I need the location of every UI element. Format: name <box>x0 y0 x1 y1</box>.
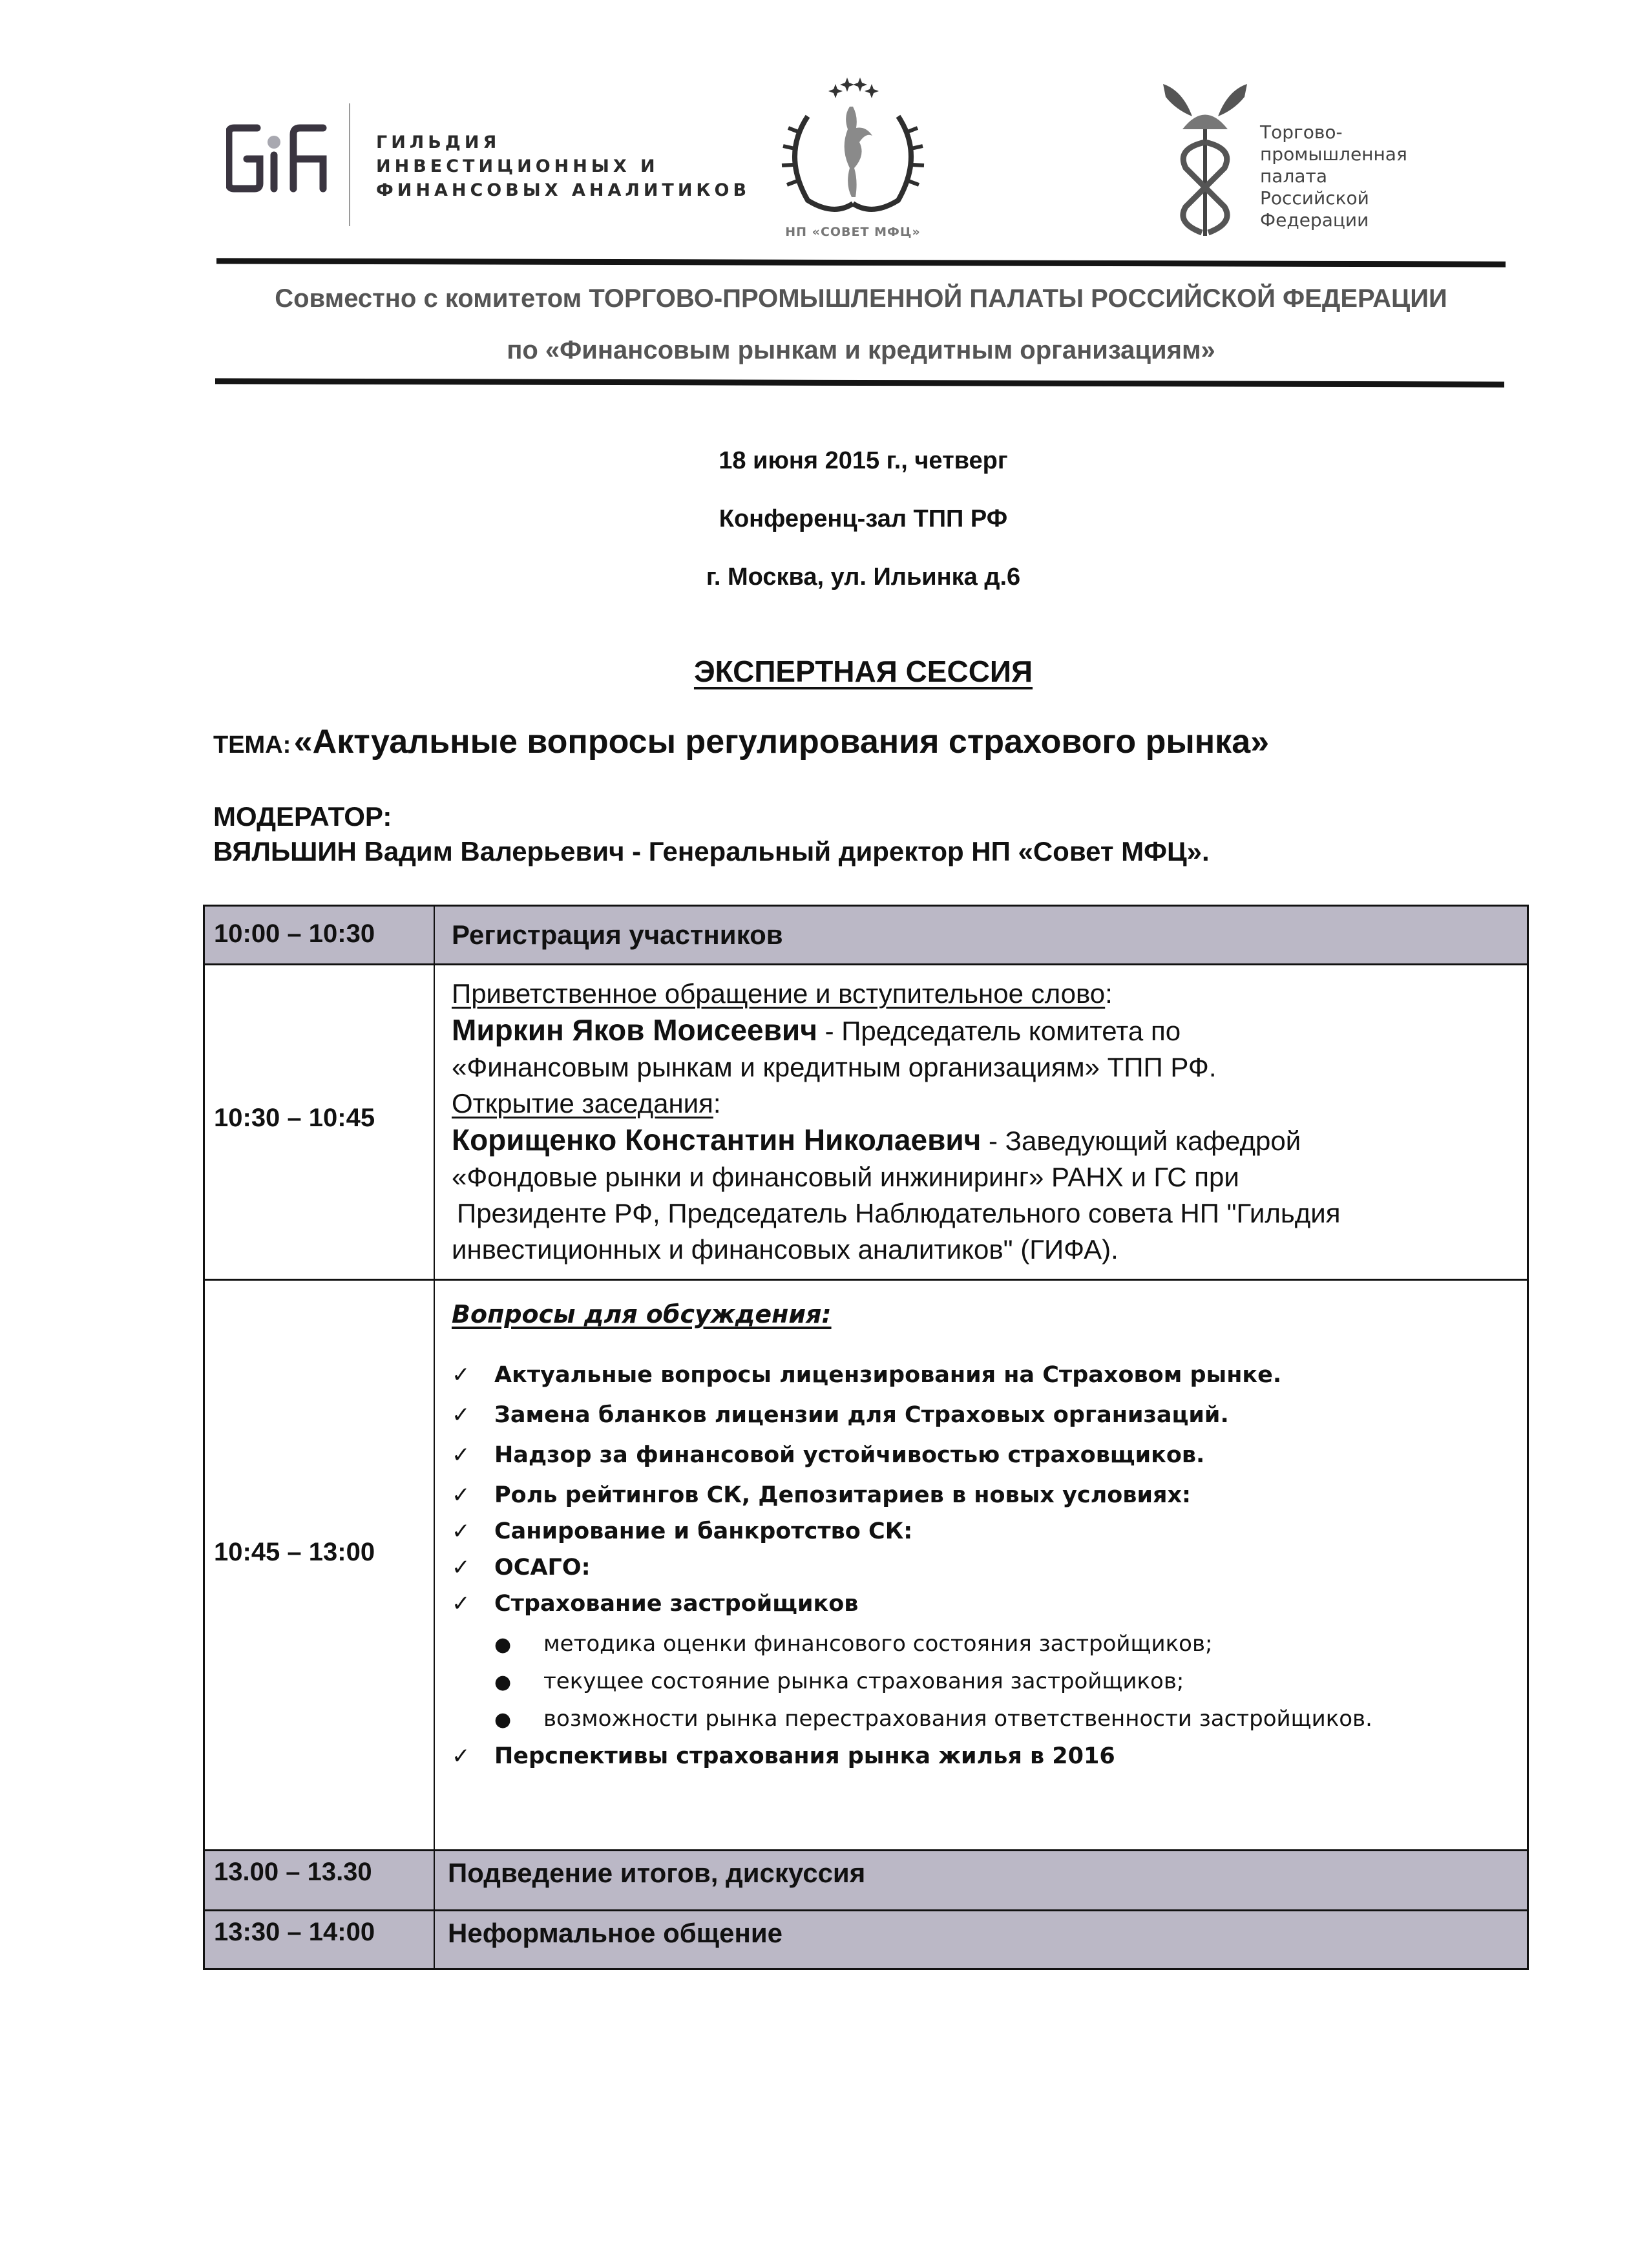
agenda-row <box>205 907 1527 965</box>
topic <box>213 722 1269 761</box>
agenda-row <box>205 1911 1527 1968</box>
bullet-icon: ● <box>494 1671 512 1694</box>
checkmark-icon: ✓ <box>452 1482 470 1508</box>
agenda-title: Неформальное общение <box>448 1918 783 1948</box>
discussion-item: ✓ Роль рейтингов СК, Депозитариев в новых условиях: <box>452 1477 1514 1513</box>
discussion-item: ✓ ОСАГО: <box>452 1549 1514 1586</box>
topic-text: «Актуальные вопросы регулирования страхового рынка» <box>293 723 1270 761</box>
speaker-1-name: Миркин Яков Моисеевич <box>452 1013 817 1047</box>
moderator-name: ВЯЛЬШИН Вадим Валерьевич - Генеральный директор НП «Совет МФЦ». <box>213 836 1210 866</box>
event-venue: Конференц-зал ТПП РФ <box>719 505 1008 532</box>
discussion-title: Вопросы для обсуждения: <box>452 1300 832 1328</box>
agenda-title: Подведение итогов, дискуссия <box>448 1858 866 1888</box>
discussion-item: ✓ Перспективы страхования рынка жилья в 2016 <box>452 1738 1514 1774</box>
agenda-row <box>205 965 1527 1281</box>
agenda-time: 10:45 – 13:00 <box>205 1281 435 1849</box>
checkmark-icon: ✓ <box>452 1362 470 1388</box>
gifa-mark-icon <box>226 123 330 194</box>
checkmark-icon: ✓ <box>452 1555 470 1580</box>
mfc-caption: НП «СОВЕТ МФЦ» <box>785 225 921 239</box>
moderator-label: МОДЕРАТОР: <box>213 801 392 832</box>
co-organizer-line-2: по «Финансовым рынкам и кредитным организациям» <box>507 336 1215 364</box>
agenda-time: 10:00 – 10:30 <box>205 907 435 963</box>
checkmark-icon: ✓ <box>452 1743 470 1769</box>
agenda-row <box>205 1281 1527 1851</box>
discussion-item: ✓ Страхование застройщиков <box>452 1586 1514 1622</box>
checkmark-icon: ✓ <box>452 1518 470 1544</box>
discussion-item: ✓ Санирование и банкротство СК: <box>452 1513 1514 1549</box>
agenda-table <box>203 905 1529 1970</box>
speaker-2-name: Корищенко Константин Николаевич <box>452 1123 982 1157</box>
speaker-2: Корищенко Константин Николаевич - Заведующий кафедрой <box>452 1123 1301 1157</box>
caduceus-icon <box>1157 78 1254 239</box>
checkmark-icon: ✓ <box>452 1442 470 1468</box>
agenda-opening-content: Приветственное обращение и вступительное слово: Миркин Яков Моисеевич - Председатель комитета по «Финансовым рынкам и кредитным организациям» ТПП РФ. Открытие заседания: Корищенко Константин Николаевич - Заведующий кафедрой «Фондовые рынки и финансовый инжиниринг» РАНХ и ГС при Президенте РФ, Председатель Наблюдательного совета НП "Гильдия инвестиционных и финансовых аналитиков" (ГИФА). <box>435 965 1527 1279</box>
event-address: г. Москва, ул. Ильинка д.6 <box>706 563 1021 591</box>
mfc-logo <box>769 71 937 246</box>
discussion-item: ✓ Надзор за финансовой устойчивостью страховщиков. <box>452 1437 1514 1473</box>
bullet-icon: ● <box>494 1633 512 1656</box>
bullet-icon: ● <box>494 1708 512 1731</box>
checkmark-icon: ✓ <box>452 1402 470 1428</box>
tpp-name: Торгово- промышленная палата Российской Федерации <box>1260 121 1407 231</box>
opening-label: Открытие заседания: <box>452 1088 721 1118</box>
agenda-row <box>205 1851 1527 1911</box>
mercury-wreath-icon <box>769 71 937 220</box>
header-rule-top <box>216 258 1506 267</box>
tpp-logo <box>1157 78 1493 246</box>
discussion-item: ✓ Актуальные вопросы лицензирования на Страховом рынке. <box>452 1357 1514 1393</box>
discussion-item: ✓ Замена бланков лицензии для Страховых организаций. <box>452 1397 1514 1433</box>
gifa-name: ГИЛЬДИЯ ИНВЕСТИЦИОННЫХ И ФИНАНСОВЫХ АНАЛИТИКОВ <box>376 132 751 200</box>
checkmark-icon: ✓ <box>452 1591 470 1617</box>
gifa-logo <box>226 97 751 239</box>
topic-label: ТЕМА: <box>213 731 291 759</box>
agenda-title: Регистрация участников <box>452 919 783 950</box>
discussion-subitem: ● методика оценки финансового состояния застройщиков; <box>452 1626 1514 1663</box>
discussion-content <box>435 1281 1527 1849</box>
co-organizer-line-1: Совместно с комитетом ТОРГОВО-ПРОМЫШЛЕННОЙ ПАЛАТЫ РОССИЙСКОЙ ФЕДЕРАЦИИ <box>275 284 1447 313</box>
event-date: 18 июня 2015 г., четверг <box>719 447 1008 474</box>
discussion-subitem: ● возможности рынка перестрахования ответственности застройщиков. <box>452 1701 1514 1738</box>
header-rule-bottom <box>215 378 1504 387</box>
discussion-subitem: ● текущее состояние рынка страхования застройщиков; <box>452 1663 1514 1701</box>
agenda-time: 13.00 – 13.30 <box>205 1851 435 1909</box>
gifa-divider <box>349 103 350 226</box>
welcome-label: Приветственное обращение и вступительное слово: <box>452 978 1113 1009</box>
agenda-time: 13:30 – 14:00 <box>205 1911 435 1968</box>
speaker-1: Миркин Яков Моисеевич - Председатель комитета по <box>452 1013 1181 1047</box>
agenda-time: 10:30 – 10:45 <box>205 965 435 1279</box>
session-title: ЭКСПЕРТНАЯ СЕССИЯ <box>693 655 1033 688</box>
